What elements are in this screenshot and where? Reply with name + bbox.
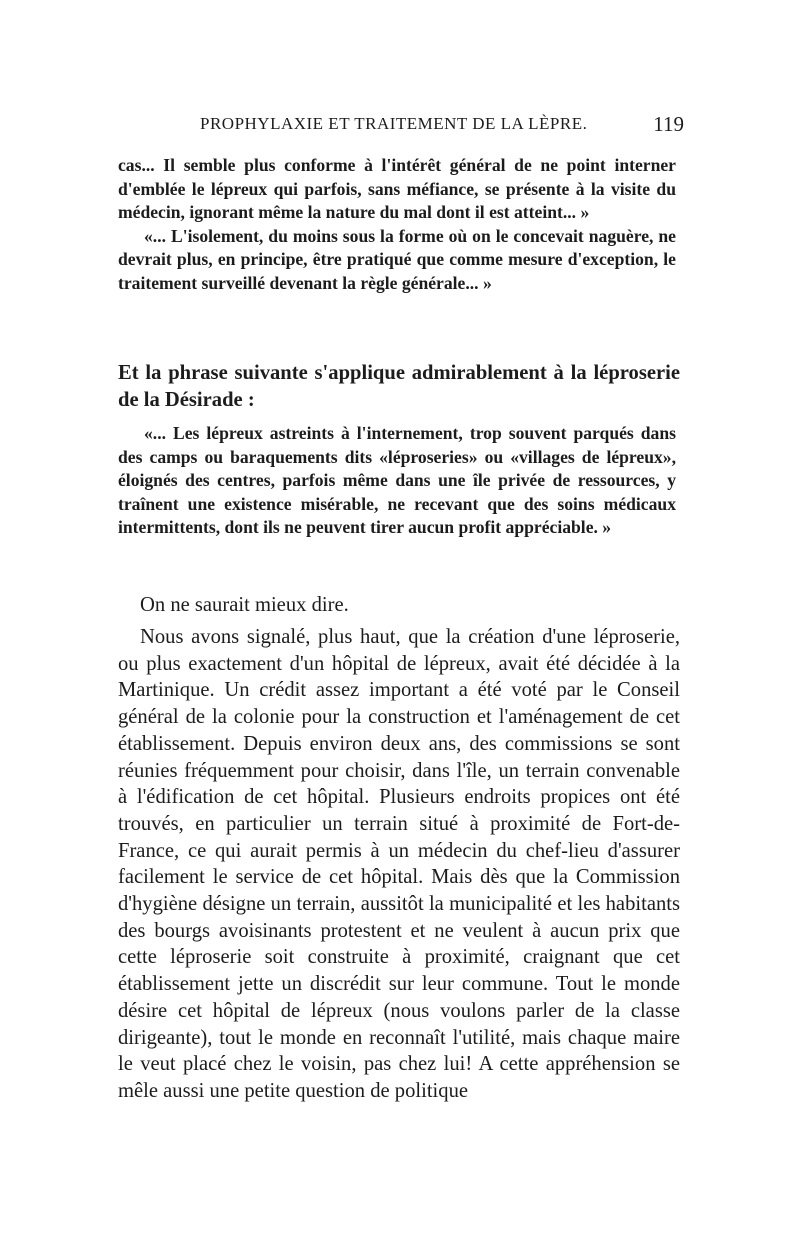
quote-block-1 xyxy=(118,154,676,296)
page-header xyxy=(118,114,684,140)
paragraph-1: Et la phrase suivante s'applique admirablement à la léproserie de la Désirade : xyxy=(118,362,680,411)
quote-block-2 xyxy=(118,422,676,540)
quote-1-paragraph-1: cas... Il semble plus conforme à l'intérêt général de ne point interner d'emblée le lépreux qui parfois, sans méfiance, se présente à la visite du médecin, ignorant même la nature du mal dont il est atteint... » xyxy=(118,155,676,223)
short-paragraph xyxy=(118,592,680,619)
quote-1-paragraph-2: «... L'isolement, du moins sous la forme où on le concevait naguère, ne devrait plus, en principe, être pratiqué que comme mesure d'exception, le traitement surveillé devenant la règle générale... » xyxy=(118,225,676,293)
paragraph-3: Nous avons signalé, plus haut, que la création d'une léproserie, ou plus exactement d'un hôpital de lépreux, avait été décidée à la Martinique. Un crédit assez important a été voté par le Conseil général de la colonie pour la construction et l'aménagement de cet établissement. Depuis environ deux ans, des commissions se sont réunies fréquemment pour choisir, dans l'île, un terrain convenable à l'édification de cet hôpital. Plusieurs endroits propices ont été trouvés, en particulier un terrain situé à proximité de Fort-de-France, ce qui aurait permis à un médecin du chef-lieu d'assurer facilement le service de cet hôpital. Mais dès que la Commission d'hygiène désigne un terrain, aussitôt la municipalité et les habitants des bourgs avoisinants protestent et ne veulent à aucun prix que cette léproserie soit construite à proximité, craignant que cet établissement jette un discrédit sur leur commune. Tout le monde désire cet hôpital de lépreux (nous voulons parler de la classe dirigeante), tout le monde en reconnaît l'utilité, mais chaque maire le veut placé chez le voisin, pas chez lui! A cette appréhension se mêle aussi une petite question de politique xyxy=(118,626,680,1102)
paragraph-2: On ne saurait mieux dire. xyxy=(140,594,349,616)
running-title: PROPHYLAXIE ET TRAITEMENT DE LA LÈPRE. xyxy=(200,114,588,133)
main-paragraph xyxy=(118,624,680,1105)
quote-2-paragraph: «... Les lépreux astreints à l'internement, trop souvent parqués dans des camps ou baraquements dits «léproseries» ou «villages de lépreux», éloignés des centres, parfois même dans une île privée de ressources, y traînent une existence misérable, ne recevant que des soins médicaux intermittents, dont ils ne peuvent tirer aucun profit appréciable. » xyxy=(118,423,676,538)
intro-paragraph xyxy=(118,360,680,413)
page-number: 119 xyxy=(653,112,684,136)
